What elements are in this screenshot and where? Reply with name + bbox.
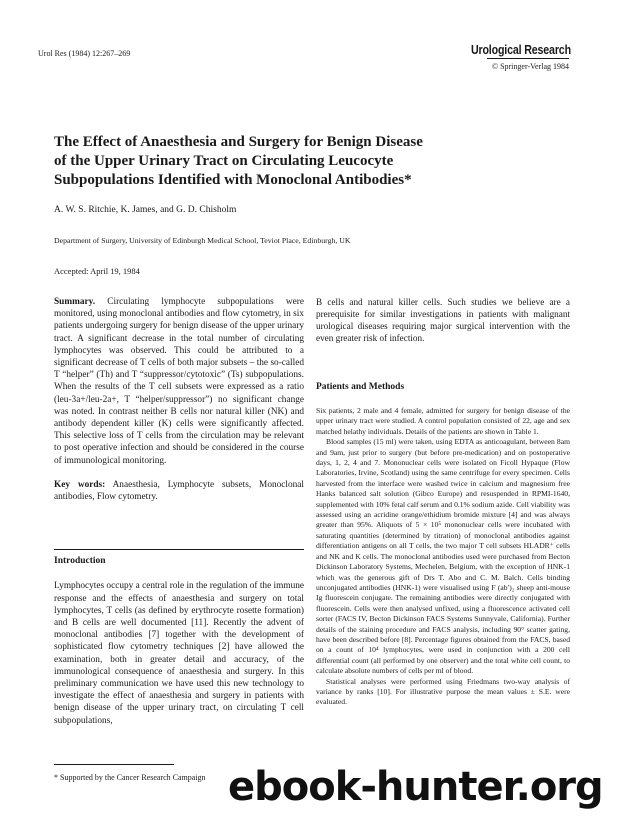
intro-continuation: B cells and natural killer cells. Such studies we believe are a prerequisite for similar investigations in patients with malignant urological diseases requiring major surgical intervention with the even greater risk of infection. — [316, 297, 570, 343]
introduction-heading: Introduction — [54, 556, 106, 567]
section-divider — [54, 549, 304, 550]
methods-paragraph: Blood samples (15 ml) were taken, using EDTA as anticoagulant, between 8am and 9am, just prior to surgery (but before pre-medication) and on postoperative days, 1, 2, 4 and 7. Mononuclear cells were isolated on Ficoll Hypaque (Flow Laboratories, Irvine, Scotland) using the same centrifuge for every specimen. Cells harvested from the interface were washed twice in calcium and magnesium free Hanks balanced salt solution (Gibco Europe) and resuspended in RPMI-1640, supplemented with 10% fetal calf serum and 0.1% sodium azide. Cell viability was assessed using an acridine orange/ethidium bromide mixture [4] and was always greater than 95%. Aliquots of 5 × 10⁵ mononuclear cells were incubated with saturating quantities (determined by titration) of monoclonal antibodies against differentiation antigens on all T cells, the two major T cell subsets HLADR⁺ cells and NK and K cells. The monoclonal antibodies used were purchased from Becton Dickinson Laboratory Systems, Mechelen, Belgium, with the exception of HNK-1 which was the generous gift of Drs T. Abo and C. M. Balch. Cells binding unconjugated antibodies (HNK-1) were visualised using F (ab′)₂ sheep anti-mouse Ig fluorescein conjugate. The remaining antibodies were directly conjugated with fluorescein. Cells were then analysed unfixed, using a fluorescence activated cell sorter (FACS IV, Becton Dickinson FACS Systems Sunnyvale, California). Further details of the staining procedure and FACS analysis, including 90° scatter gating, have been described before [8]. Percentage figures obtained from the FACS, based on a count of 10⁴ lymphocytes, were used in conjunction with a 200 cell differential count (all performed by one observer) and the total white cell count, to calculate absolute numbers of cells per ml of blood. — [316, 437, 570, 676]
methods-heading: Patients and Methods — [316, 382, 405, 392]
article-title — [54, 133, 423, 190]
introduction-text: Lymphocytes occupy a central role in the regulation of the immune response and the effects of anaesthesia and surgery on total lymphocytes, T cells (as defined by erythrocyte rosette formation) and B cells are well documented [11]. Recently the advent of monoclonal antibodies [7] together with the development of sophisticated flow cytometry techniques [2] have allowed the examination, both in greater detail and accuracy, of the immunological consequence of anaesthesia and surgery. In this preliminary communication we have used this new technology to investigate the effect of anaesthesia and surgery in patients with benign disease of the upper urinary tract, on circulating T cell subpopulations, — [54, 581, 304, 726]
authors: A. W. S. Ritchie, K. James, and G. D. Chisholm — [54, 205, 237, 215]
title-line: of the Upper Urinary Tract on Circulating Leucocyte — [54, 153, 394, 169]
methods-paragraph: Statistical analyses were performed using Friedmans two-way analysis of variance by ranks [10]. For illustrative purpose the mean values ± S.E. were evaluated. — [316, 676, 570, 707]
title-line: Subpopulations Identified with Monoclonal Antibodies* — [54, 172, 412, 188]
affiliation: Department of Surgery, University of Edinburgh Medical School, Teviot Place, Edinburgh, UK — [54, 236, 351, 245]
citation: Urol Res (1984) 12:267–269 — [38, 49, 131, 58]
keywords-text: Anaesthesia, Lymphocyte subsets, Monoclonal antibodies, Flow cytometry. — [54, 479, 304, 503]
title-line: The Effect of Anaesthesia and Surgery for Benign Disease — [54, 134, 423, 150]
journal-rule — [487, 58, 569, 59]
keywords — [54, 479, 304, 503]
journal-name: Urological Research — [471, 42, 571, 57]
keywords-label: Key words: — [54, 479, 106, 490]
summary-text: Circulating lymphocyte subpopulations were monitored, using monoclonal antibodies and flow cytometry, in six patients undergoing surgery for benign disease of the upper urinary tract. A significant decrease in the total number of circulating lymphocytes was observed. This could be attributed to a significant decrease of T cells of both major subsets – the so-called T “helper” (Th) and T “suppressor/cytotoxic” (Ts) subpopulations. When the results of the T cell subsets were expressed as a ratio (leu-3a+/leu-2a+, T “helper/suppressor”) no significant change was noted. In contrast neither B cells nor natural killer (NK) and antibody dependent killer (K) cells were significantly affected. This selective loss of T cells from the circulation may be relevant to post operative infection and should be considered in the course of immunological monitoring. — [54, 297, 304, 466]
watermark: ebook-hunter.org — [228, 764, 603, 810]
methods-paragraph: Six patients, 2 male and 4 female, admitted for surgery for benign disease of the upper urinary tract were studied. A control population consisted of 22, age and sex matched helathy individuals. Details of the patients are shown in Table 1. — [316, 406, 570, 436]
left-column — [54, 296, 304, 727]
summary-label: Summary. — [54, 297, 96, 307]
right-column — [316, 296, 570, 708]
summary — [54, 296, 304, 467]
footnote-rule — [54, 764, 174, 765]
accepted-date: Accepted: April 19, 1984 — [54, 266, 140, 276]
footnote: * Supported by the Cancer Research Campaign — [54, 773, 206, 782]
copyright: © Springer-Verlag 1984 — [491, 62, 569, 71]
